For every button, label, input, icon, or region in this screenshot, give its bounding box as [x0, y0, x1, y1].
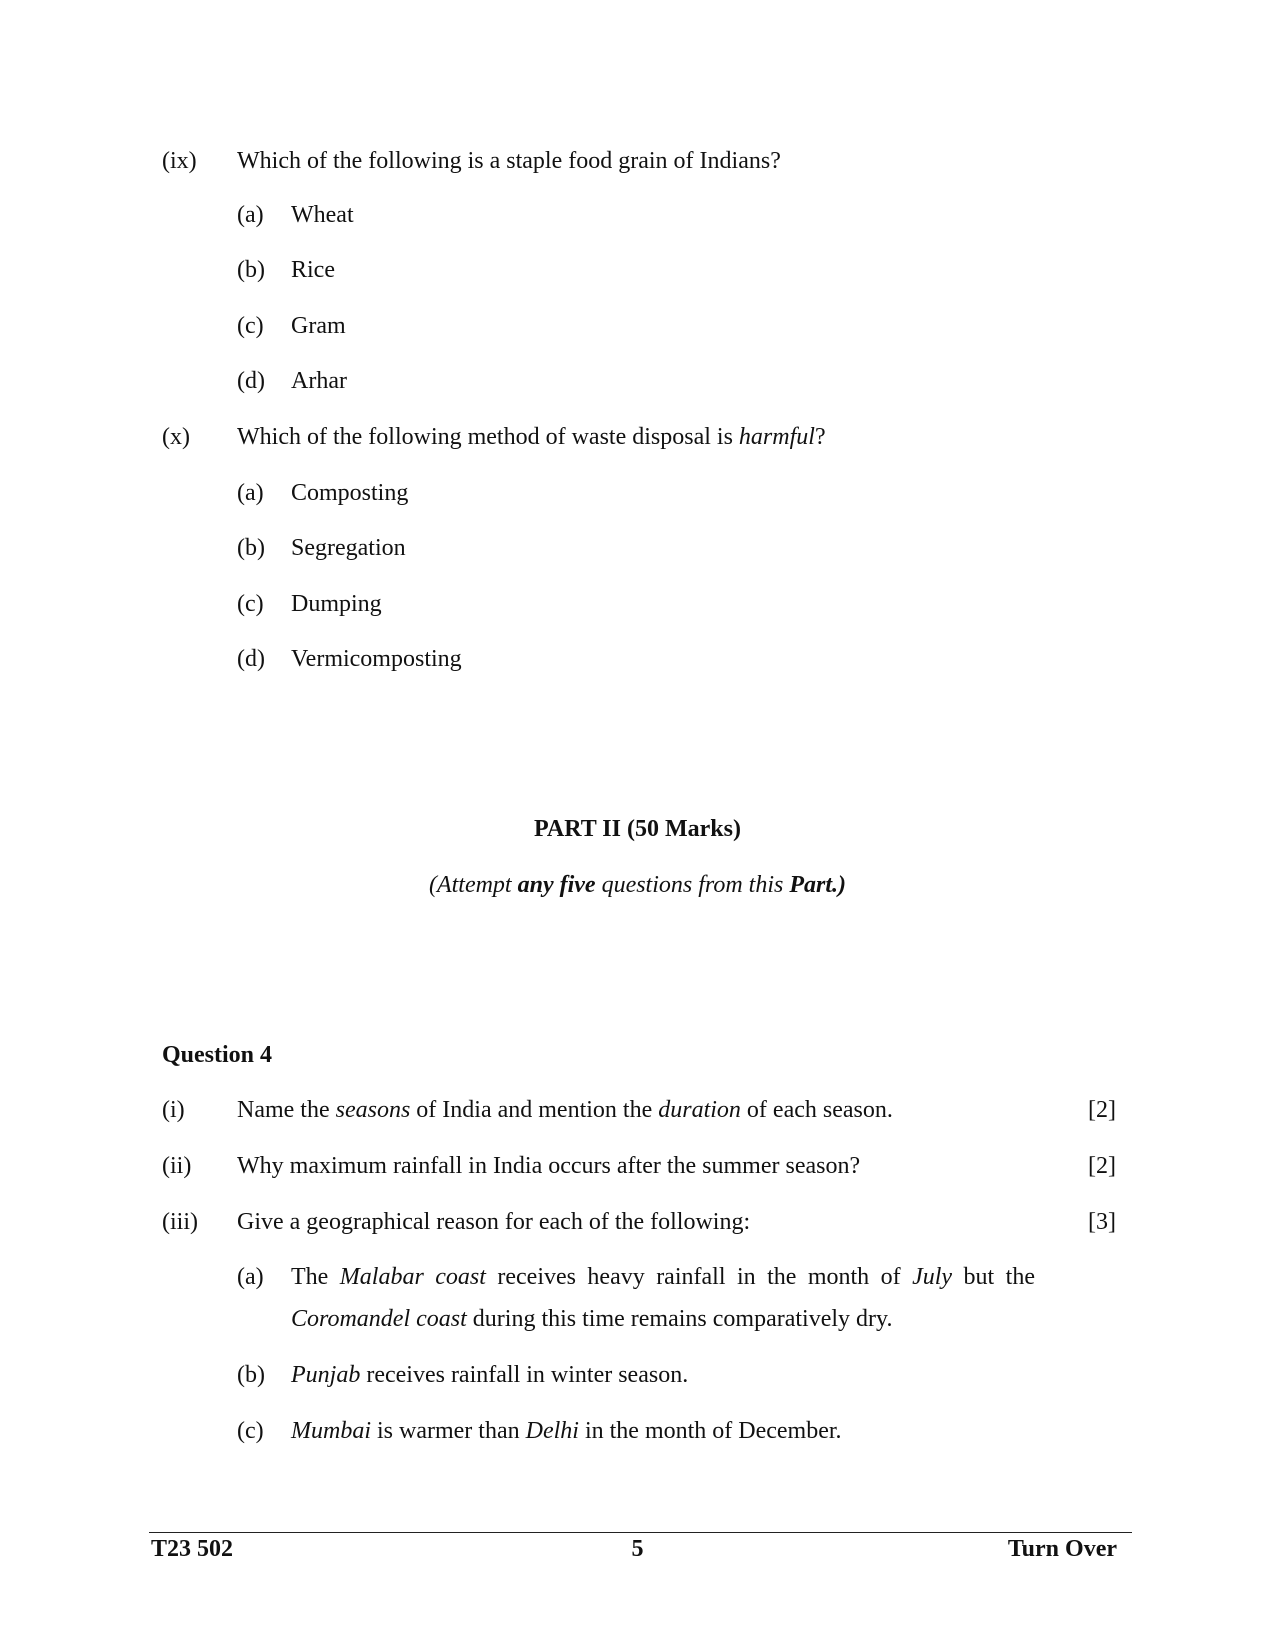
question-text-x: Which of the following method of waste disposal is harmful?	[237, 424, 826, 450]
option-label: (a)	[237, 480, 264, 506]
option-text: Composting	[291, 480, 409, 506]
part-instruction: (Attempt any five questions from this Part.)	[428, 872, 847, 898]
option-label: (d)	[237, 646, 265, 672]
subquestion-number-iii: (iii)	[162, 1209, 198, 1235]
turn-over-label: Turn Over	[1007, 1536, 1117, 1562]
question-number-ix: (ix)	[162, 148, 197, 174]
reason-label-c: (c)	[237, 1418, 264, 1444]
reason-label-b: (b)	[237, 1362, 265, 1388]
marks-badge: [3]	[1088, 1209, 1116, 1235]
option-label: (c)	[237, 591, 264, 617]
page-number: 5	[631, 1536, 644, 1562]
option-text: Segregation	[291, 535, 406, 561]
part-heading: PART II (50 Marks)	[534, 816, 741, 842]
paper-code: T23 502	[151, 1536, 234, 1562]
footer-divider	[149, 1532, 1132, 1533]
option-text: Vermicomposting	[291, 646, 462, 672]
reason-text-a-line2: Coromandel coast during this time remains comparatively dry.	[291, 1306, 893, 1332]
option-text: Arhar	[291, 368, 347, 394]
subquestion-text-ii: Why maximum rainfall in India occurs after the summer season?	[237, 1153, 861, 1179]
option-label: (d)	[237, 368, 265, 394]
marks-badge: [2]	[1088, 1153, 1116, 1179]
option-text: Wheat	[291, 202, 354, 228]
subquestion-text-i: Name the seasons of India and mention the duration of each season.	[237, 1097, 893, 1123]
option-text: Dumping	[291, 591, 382, 617]
question-number-x: (x)	[162, 424, 190, 450]
option-label: (a)	[237, 202, 264, 228]
option-label: (c)	[237, 313, 264, 339]
option-label: (b)	[237, 535, 265, 561]
marks-badge: [2]	[1088, 1097, 1116, 1123]
option-text: Rice	[291, 257, 335, 283]
question-heading: Question 4	[162, 1042, 273, 1068]
subquestion-number-ii: (ii)	[162, 1153, 192, 1179]
reason-text-b: Punjab receives rainfall in winter season.	[291, 1362, 689, 1388]
option-label: (b)	[237, 257, 265, 283]
reason-text-a-line1: The Malabar coast receives heavy rainfall in the month of July but the	[291, 1264, 1035, 1290]
reason-text-c: Mumbai is warmer than Delhi in the month of December.	[291, 1418, 842, 1444]
subquestion-text-iii: Give a geographical reason for each of the following:	[237, 1209, 751, 1235]
option-text: Gram	[291, 313, 346, 339]
subquestion-number-i: (i)	[162, 1097, 185, 1123]
question-text-ix: Which of the following is a staple food grain of Indians?	[237, 148, 781, 174]
reason-label-a: (a)	[237, 1264, 264, 1290]
